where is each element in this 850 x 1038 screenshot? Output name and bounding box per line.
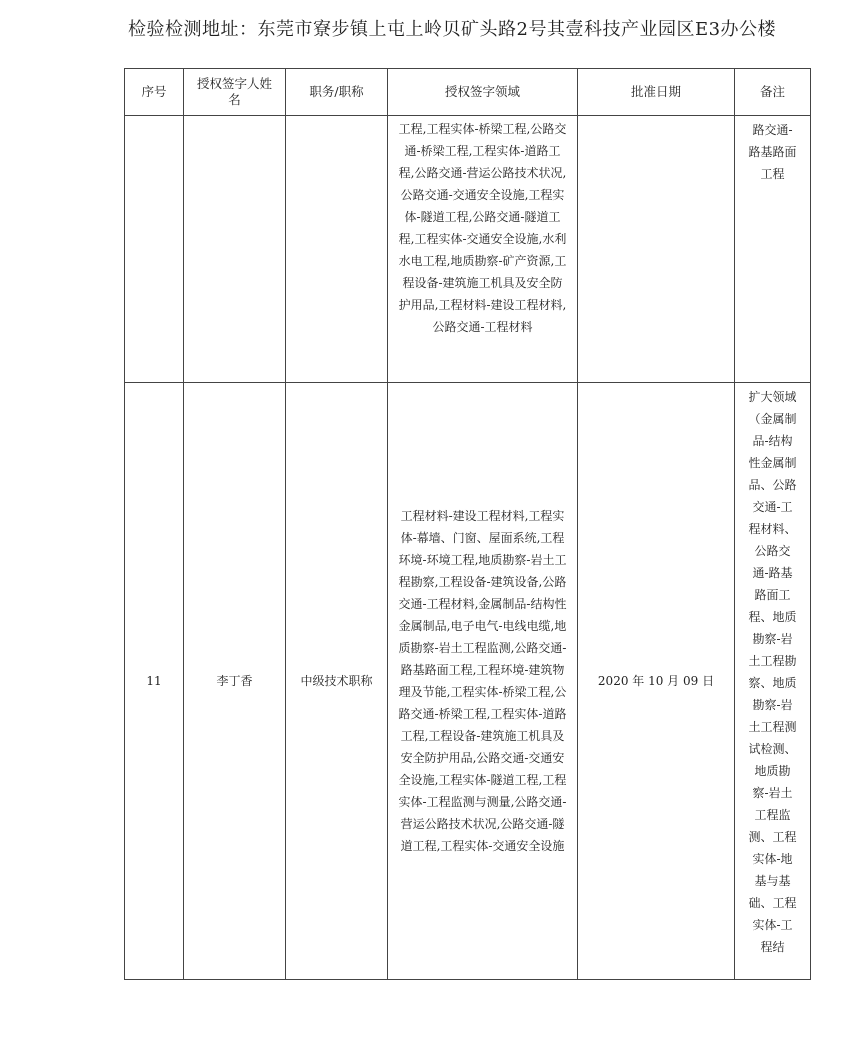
cell-field — [388, 116, 578, 383]
header-remark: 备注 — [735, 69, 811, 116]
header-title: 职务/职称 — [286, 69, 388, 116]
remark-text: 路交通-路基路面工程 — [748, 123, 797, 181]
cell-name: 李丁香 — [184, 383, 286, 980]
header-name — [184, 69, 286, 116]
cell-name — [184, 116, 286, 383]
cell-no — [125, 116, 184, 383]
field-text: 工程,工程实体-桥梁工程,公路交通-桥梁工程,工程实体-道路工程,公路交通-营运公路技术状况,公路交通-交通安全设施,工程实体-隧道工程,公路交通-隧道工程,工程实体-交通安全设施,水利水电工程,地质勘察-矿产资源,工程设备-建筑施工机具及安全防护用品,工程材料-建设工程材料,公路交通-工程材料 — [398, 122, 567, 334]
table-row-continued — [125, 116, 811, 383]
page-title: 检验检测地址：东莞市寮步镇上屯上岭贝矿头路2号其壹科技产业园区E3办公楼 — [128, 19, 777, 40]
table-header-row — [125, 69, 811, 116]
remark-text: 扩大领域（金属制品-结构性金属制品、公路交通-工程材料、公路交通-路基路面工程、地质勘察-岩土工程勘察、地质勘察-岩土工程测试检测、地质勘察-岩土工程监测、工程实体-地基与基础、工程实体-工程结 — [748, 390, 797, 954]
field-text: 工程材料-建设工程材料,工程实体-幕墙、门窗、屋面系统,工程环境-环境工程,地质勘察-岩土工程勘察,工程设备-建筑设备,公路交通-工程材料,金属制品-结构性金属制品,电子电气-电线电缆,地质勘察-岩土工程监测,公路交通-路基路面工程,工程环境-建筑物理及节能,工程实体-桥梁工程,公路交通-桥梁工程,工程实体-道路工程,工程设备-建筑施工机具及安全防护用品,公路交通-交通安全设施,工程实体-隧道工程,工程实体-工程监测与测量,公路交通-营运公路技术状况,公路交通-隧道工程,工程实体-交通安全设施 — [398, 509, 567, 853]
header-name-text: 授权签字人姓名 — [196, 76, 272, 107]
cell-title: 中级技术职称 — [286, 383, 388, 980]
cell-field — [388, 383, 578, 980]
cell-no: 11 — [125, 383, 184, 980]
signatory-table — [124, 68, 811, 980]
cell-date: 2020 年 10 月 09 日 — [578, 383, 735, 980]
cell-remark — [735, 116, 811, 383]
table-row-11 — [125, 383, 811, 980]
cell-title — [286, 116, 388, 383]
header-date: 批准日期 — [578, 69, 735, 116]
cell-remark — [735, 383, 811, 980]
cell-date — [578, 116, 735, 383]
header-no: 序号 — [125, 69, 184, 116]
header-field: 授权签字领域 — [388, 69, 578, 116]
